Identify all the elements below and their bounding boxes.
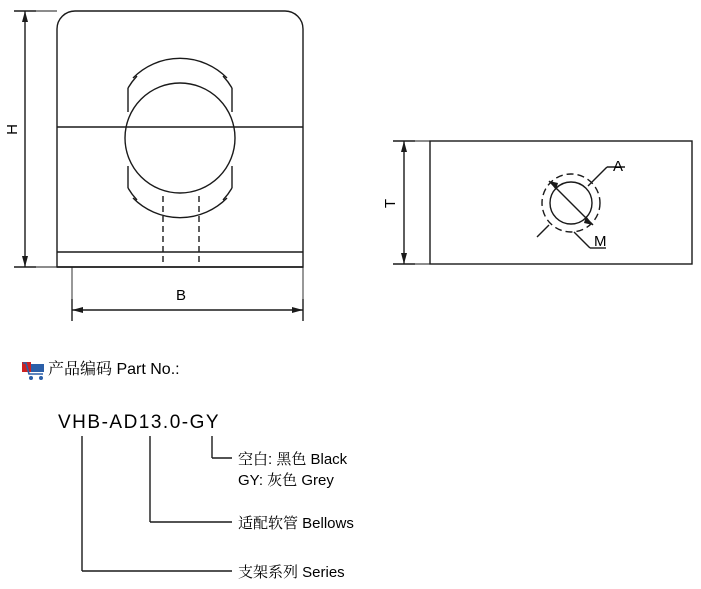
front-view-bore (125, 83, 235, 193)
dim-label-m: M (594, 233, 607, 250)
callout-bellows: 适配软管 Bellows (238, 515, 354, 532)
front-view-body (57, 11, 303, 267)
leader-m (574, 232, 590, 248)
leader-a (588, 167, 607, 186)
callout-series: 支架系列 Series (238, 564, 345, 581)
front-view-lower-arc (133, 198, 227, 218)
front-view-upper-arc (133, 58, 227, 78)
side-view-body (430, 141, 692, 264)
callout-color-line2: GY: 灰色 Grey (238, 472, 334, 489)
leader-m-tick (537, 225, 549, 237)
dim-label-t: T (382, 198, 400, 209)
dim-label-a: A (613, 158, 624, 175)
callout-color-line1: 空白: 黑色 Black (238, 451, 348, 468)
part-no-code: VHB-AD13.0-GY (58, 412, 221, 433)
shopping-cart-icon (22, 361, 46, 381)
dim-label-b: B (176, 287, 187, 304)
part-no-title: 产品编码 Part No.: (48, 361, 180, 378)
dim-label-h: H (3, 124, 21, 135)
